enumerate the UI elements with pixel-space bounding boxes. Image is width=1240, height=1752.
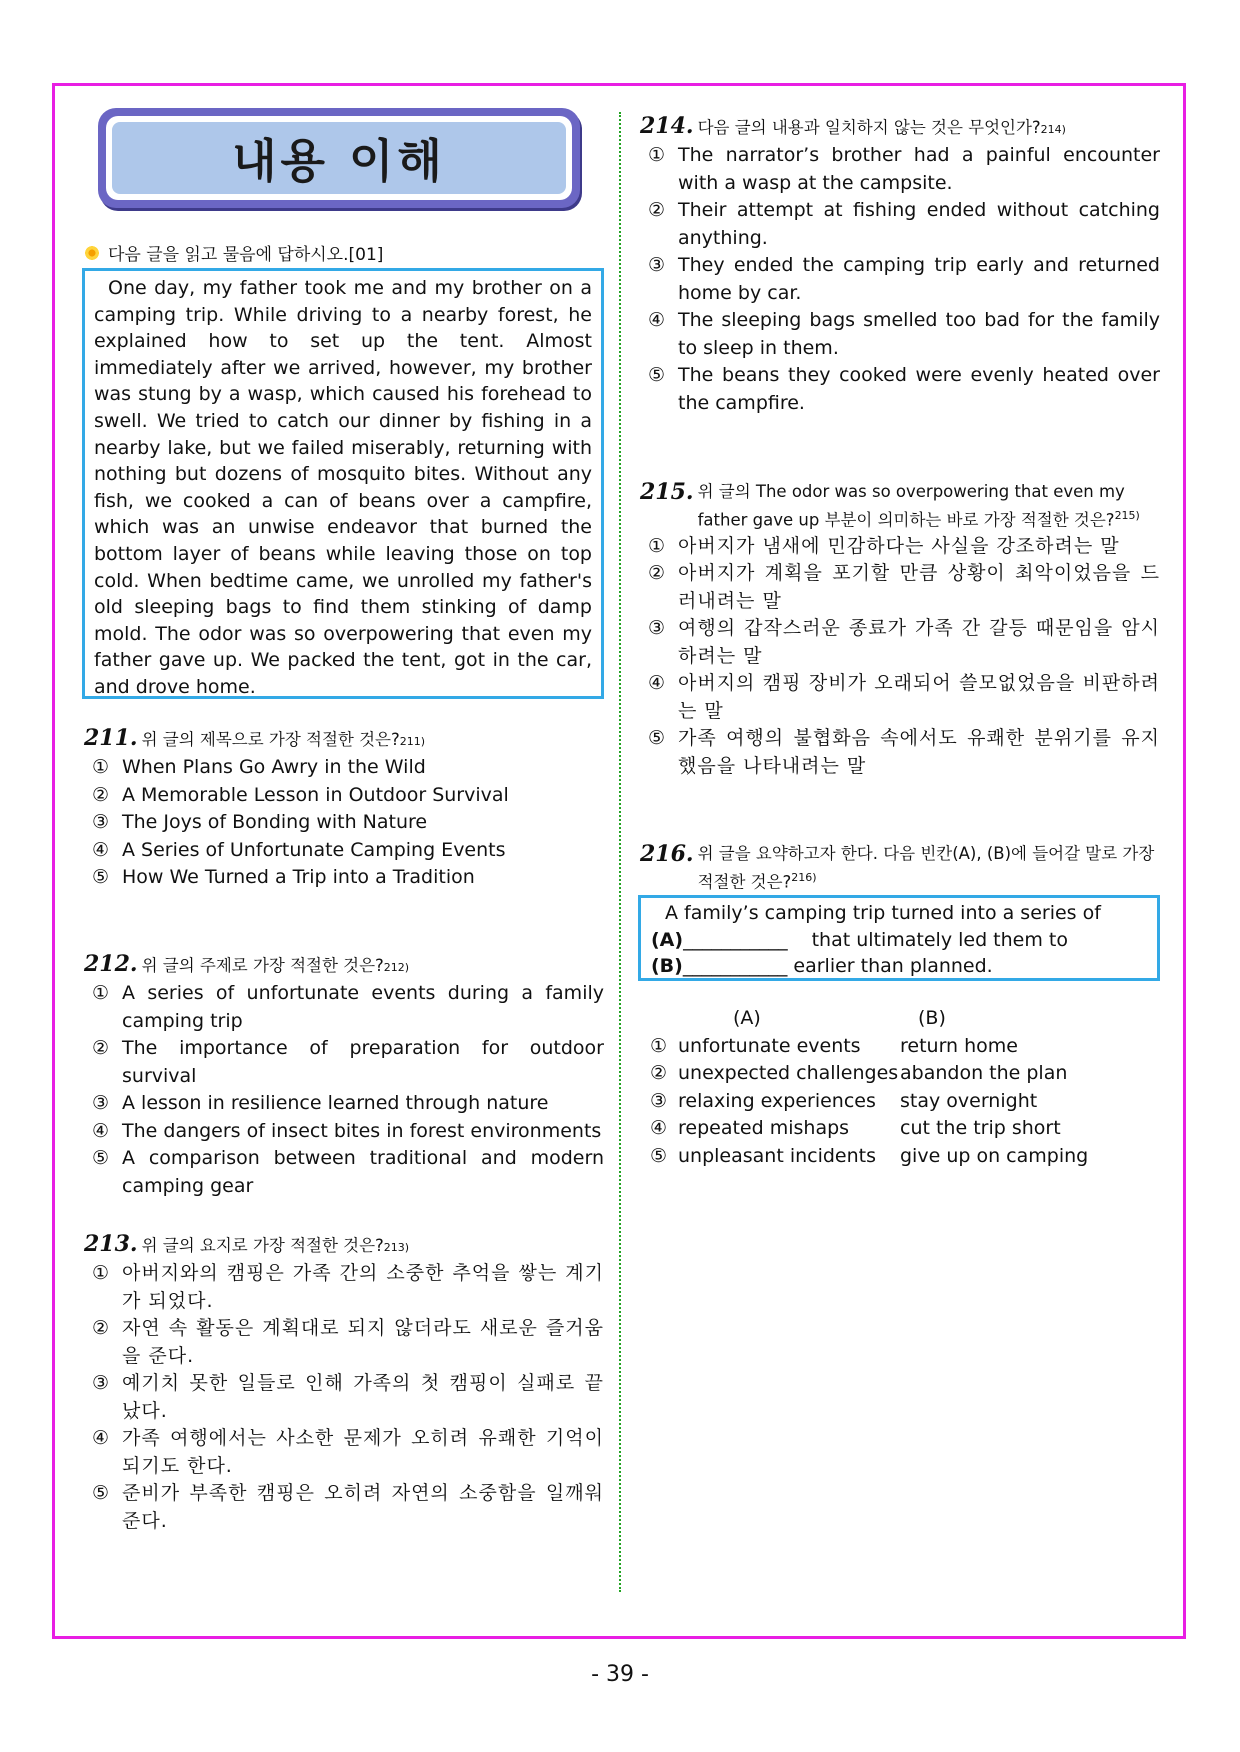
answer-option[interactable]: ⑤ unpleasant incidents give up on camping: [650, 1144, 1089, 1167]
footnote-ref: 213): [383, 1241, 410, 1254]
footnote-ref: 215): [1114, 509, 1140, 522]
question-number: 214.: [640, 113, 694, 139]
question-text: 위 글의 제목으로 가장 적절한 것은?: [141, 730, 400, 749]
option[interactable]: ③ The Joys of Bonding with Nature: [92, 811, 428, 833]
option[interactable]: ④ The dangers of insect bites in forest environments: [92, 1119, 602, 1142]
question-216: [640, 842, 1160, 895]
option[interactable]: ④ 가족 여행에서는 사소한 문제가 오히려 유쾌한 기억이 되기도 한다.: [92, 1427, 604, 1477]
option[interactable]: ② The importance of preparation for outdoor survival: [92, 1037, 604, 1087]
question-number: 213.: [84, 1231, 138, 1257]
footnote-ref: 216): [791, 871, 817, 884]
option[interactable]: ① 아버지와의 캠핑은 가족 간의 소중한 추억을 쌓는 계기가 되었다.: [92, 1262, 604, 1312]
option[interactable]: ① The narrator’s brother had a painful encounter with a wasp at the campsite.: [648, 144, 1160, 194]
option[interactable]: ② 아버지가 계획을 포기할 만큼 상황이 최악이었음을 드러내려는 말: [648, 562, 1160, 612]
question-text: 위 글의 The odor was so overpowering that even my father gave up 부분이 의미하는 바로 가장 적절한 것은?: [697, 482, 1125, 530]
option[interactable]: ⑤ How We Turned a Trip into a Tradition: [92, 866, 475, 888]
question-214: [640, 114, 1160, 417]
section-title-box: [98, 108, 580, 208]
answer-option[interactable]: ① unfortunate events return home: [650, 1034, 1018, 1057]
question-text: 위 글을 요약하고자 한다. 다음 빈칸(A), (B)에 들어갈 말로 가장 적절한 것은?: [697, 844, 1155, 892]
question-number: 211.: [84, 725, 138, 751]
option[interactable]: ② A Memorable Lesson in Outdoor Survival: [92, 783, 509, 806]
question-number: 216.: [640, 841, 694, 867]
instruction: [84, 240, 383, 265]
footnote-ref: 212): [383, 961, 410, 974]
section-title: 내용 이해: [232, 134, 446, 188]
summary-line-3: (B)___________ earlier than planned.: [651, 955, 993, 977]
option[interactable]: ② Their attempt at fishing ended without catching anything.: [648, 199, 1160, 249]
option[interactable]: ④ 아버지의 캠핑 장비가 오래되어 쓸모없었음을 비판하려는 말: [648, 672, 1160, 722]
option[interactable]: ③ 예기치 못한 일들로 인해 가족의 첫 캠핑이 실패로 끝났다.: [92, 1372, 604, 1422]
column-divider: [619, 112, 621, 1592]
question-213: [84, 1232, 604, 1535]
summary-line-2: (A)___________ that ultimately led them to: [651, 928, 1068, 951]
question-text: 위 글의 요지로 가장 적절한 것은?: [141, 1236, 384, 1255]
question-212: [84, 952, 604, 1200]
option[interactable]: ⑤ A comparison between traditional and modern camping gear: [92, 1147, 604, 1197]
option[interactable]: ⑤ 가족 여행의 불협화음 속에서도 유쾌한 분위기를 유지했음을 나타내려는 말: [648, 727, 1160, 777]
answer-option[interactable]: ④ repeated mishaps cut the trip short: [650, 1117, 1061, 1139]
page-number: - 39 -: [591, 1662, 649, 1687]
instruction-text: 다음 글을 읽고 물음에 답하시오.[01]: [108, 245, 384, 265]
question-211: [84, 726, 604, 892]
option[interactable]: ④ A Series of Unfortunate Camping Events: [92, 838, 506, 861]
option[interactable]: ① When Plans Go Awry in the Wild: [92, 756, 426, 778]
summary-box: [638, 895, 1160, 981]
option[interactable]: ④ The sleeping bags smelled too bad for the family to sleep in them.: [648, 309, 1160, 359]
answer-option[interactable]: ③ relaxing experiences stay overnight: [650, 1089, 1038, 1112]
option[interactable]: ③ 여행의 갑작스러운 종료가 가족 간 갈등 때문임을 암시하려는 말: [648, 617, 1160, 667]
summary-line-1: A family’s camping trip turned into a series of: [665, 902, 1101, 924]
question-text: 다음 글의 내용과 일치하지 않는 것은 무엇인가?: [697, 118, 1041, 137]
option[interactable]: ① 아버지가 냄새에 민감하다는 사실을 강조하려는 말: [648, 534, 1120, 557]
option[interactable]: ① A series of unfortunate events during a family camping trip: [92, 982, 604, 1032]
option[interactable]: ⑤ 준비가 부족한 캠핑은 오히려 자연의 소중함을 일깨워준다.: [92, 1482, 604, 1532]
answer-choices-table: [650, 1005, 1088, 1170]
option[interactable]: ② 자연 속 활동은 계획대로 되지 않더라도 새로운 즐거움을 준다.: [92, 1317, 604, 1367]
question-number: 212.: [84, 951, 138, 977]
question-215: [640, 480, 1160, 780]
footnote-ref: 211): [399, 735, 426, 748]
question-number: 215.: [640, 479, 694, 505]
flower-icon: [84, 245, 100, 261]
answer-header: (A) (B): [733, 1007, 946, 1029]
option[interactable]: ③ They ended the camping trip early and returned home by car.: [648, 254, 1160, 304]
answer-option[interactable]: ② unexpected challenges abandon the plan: [650, 1062, 1068, 1084]
reading-passage: One day, my father took me and my brother on a camping trip. While driving to a nearby forest, he explained how to set up the tent. Almost immediately after we arrived, however, my brother was stung by a wasp, which caused his forehead to swell. We tried to catch our dinner by fishing in a nearby lake, but we failed miserably, returning with nothing but dozens of mosquito bites. Without any fish, we cooked a can of beans over a campfire, which was an unwise endeavor that burned the bottom layer of beans while leaving those on top cold. When bedtime came, we unrolled my father's old sleeping bags to find them stinking of damp mold. The odor was so overpowering that even my father gave up. We packed the tent, got in the car, and drove home.: [82, 268, 604, 699]
option[interactable]: ③ A lesson in resilience learned through nature: [92, 1092, 549, 1114]
footnote-ref: 214): [1040, 123, 1066, 136]
option[interactable]: ⑤ The beans they cooked were evenly heated over the campfire.: [648, 364, 1160, 414]
question-text: 위 글의 주제로 가장 적절한 것은?: [141, 956, 384, 975]
